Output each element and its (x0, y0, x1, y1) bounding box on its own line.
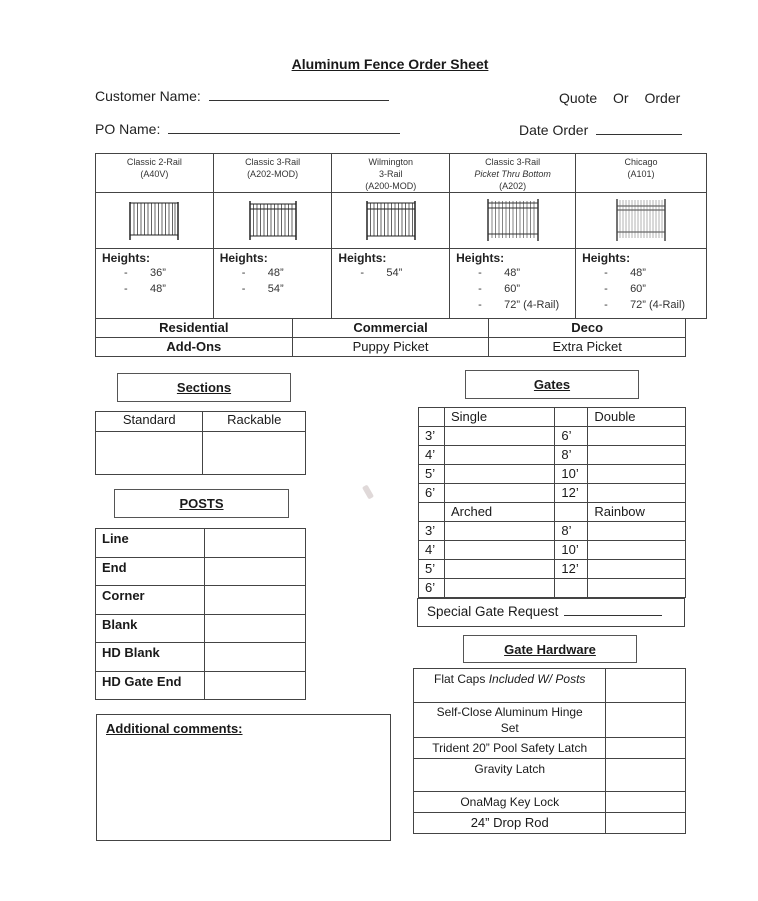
grade-residential[interactable]: Residential (96, 319, 293, 338)
sections-rackable-input[interactable] (203, 432, 306, 475)
or-label: Or (613, 90, 629, 106)
sections-standard-header: Standard (96, 412, 203, 432)
height-option[interactable]: 72” (4-Rail) (504, 299, 560, 311)
gate-size: 6’ (555, 427, 588, 446)
height-option[interactable]: 48” (630, 267, 646, 279)
add-ons-label: Add-Ons (96, 338, 293, 357)
style-cell-classic-3-rail-pickthru[interactable]: Classic 3-Rail Picket Thru Bottom (A202) (450, 154, 576, 193)
gate-size: 4’ (419, 446, 445, 465)
fence-2-rail-icon (128, 200, 180, 240)
height-option[interactable]: 48” (504, 267, 521, 279)
post-label-line: Line (96, 529, 205, 558)
addon-extra-picket[interactable]: Extra Picket (489, 338, 686, 357)
gate-hardware-table (413, 668, 686, 834)
sections-rackable-header: Rackable (203, 412, 306, 432)
post-qty-line[interactable] (204, 529, 305, 558)
heights-classic-2-rail: Heights: - 36” - 48” (96, 249, 214, 319)
gate-size: 6’ (419, 484, 445, 503)
gate-double-qty[interactable] (588, 484, 686, 503)
hardware-qty[interactable] (606, 669, 686, 703)
comments-heading: Additional comments: (106, 721, 243, 736)
gate-size: 6’ (419, 579, 445, 598)
height-option[interactable]: 72” (4-Rail) (630, 299, 686, 311)
gate-arched-qty[interactable] (444, 541, 554, 560)
sections-table (95, 411, 306, 475)
post-label-hd-blank: HD Blank (96, 643, 205, 672)
po-name-field[interactable] (168, 122, 400, 134)
customer-name-field[interactable] (209, 89, 389, 101)
style-cell-classic-3-rail[interactable]: Classic 3-Rail (A202-MOD) (213, 154, 332, 193)
hardware-qty[interactable] (606, 738, 686, 759)
hardware-item-onamag-lock: OnaMag Key Lock (414, 792, 606, 813)
grade-deco[interactable]: Deco (489, 319, 686, 338)
gate-size: 3’ (419, 427, 445, 446)
gate-double-qty[interactable] (588, 446, 686, 465)
quote-or-order (559, 90, 680, 106)
gate-size (555, 579, 588, 598)
gate-size: 8’ (555, 446, 588, 465)
heights-chicago: Heights: - 48” - 60” - 72” (4-Rail) (576, 249, 707, 319)
special-gate-request (417, 598, 685, 627)
heights-classic-3-rail-pickthru: Heights: - 48” - 60” - 72” (4-Rail) (450, 249, 576, 319)
post-qty-end[interactable] (204, 557, 305, 586)
hardware-item-hinge-set: Self-Close Aluminum Hinge Set (414, 703, 606, 738)
gate-arched-qty[interactable] (444, 579, 554, 598)
fence-picket-thru-icon (486, 198, 540, 242)
gate-size: 3’ (419, 522, 445, 541)
height-option[interactable]: 48” (150, 283, 166, 295)
height-option[interactable]: 60” (630, 283, 646, 295)
fence-chicago-icon (615, 198, 667, 242)
customer-name-label: Customer Name: (95, 88, 201, 104)
special-gate-request-label: Special Gate Request (427, 604, 559, 619)
gate-single-qty[interactable] (444, 446, 554, 465)
hardware-qty[interactable] (606, 792, 686, 813)
gates-heading: Gates (465, 370, 639, 399)
gate-arched-qty[interactable] (444, 560, 554, 579)
hardware-item-drop-rod: 24” Drop Rod (414, 813, 606, 834)
addon-puppy-picket[interactable]: Puppy Picket (292, 338, 489, 357)
height-option[interactable]: 54” (267, 283, 284, 295)
gate-rainbow-qty[interactable] (588, 579, 686, 598)
post-qty-hd-gate-end[interactable] (204, 671, 305, 700)
gate-size: 8’ (555, 522, 588, 541)
page-title: Aluminum Fence Order Sheet (291, 56, 489, 72)
gate-hardware-heading: Gate Hardware (463, 635, 637, 663)
gate-single-qty[interactable] (444, 484, 554, 503)
comments-box[interactable] (96, 714, 391, 841)
grade-commercial[interactable]: Commercial (292, 319, 489, 338)
date-order-field[interactable] (596, 123, 682, 135)
height-option[interactable]: 36” (150, 267, 166, 279)
gate-size: 10’ (555, 465, 588, 484)
special-gate-request-field[interactable] (564, 606, 662, 616)
post-label-blank: Blank (96, 614, 205, 643)
style-cell-classic-2-rail[interactable]: Classic 2-Rail (A40V) (96, 154, 214, 193)
post-label-corner: Corner (96, 586, 205, 615)
posts-table (95, 528, 306, 700)
gate-double-header: Double (588, 408, 686, 427)
po-name-row (95, 121, 400, 137)
po-name-label: PO Name: (95, 121, 161, 137)
grade-table (95, 318, 686, 357)
gate-size: 10’ (555, 541, 588, 560)
date-order-row (519, 122, 682, 138)
heights-wilmington: Heights: - 54” (332, 249, 450, 319)
heights-classic-3-rail: Heights: - 48” - 54” (213, 249, 332, 319)
height-option[interactable]: 54” (386, 267, 403, 279)
post-qty-blank[interactable] (204, 614, 305, 643)
gate-size: 12’ (555, 560, 588, 579)
gates-table (418, 407, 686, 598)
hardware-qty[interactable] (606, 703, 686, 738)
fence-wilmington-icon (365, 199, 417, 241)
date-order-label: Date Order (519, 122, 589, 138)
hardware-item-gravity-latch: Gravity Latch (414, 759, 606, 792)
gate-rainbow-header: Rainbow (588, 503, 686, 522)
gate-rainbow-qty[interactable] (588, 541, 686, 560)
gate-single-qty[interactable] (444, 427, 554, 446)
post-qty-corner[interactable] (204, 586, 305, 615)
sections-heading: Sections (117, 373, 291, 402)
gate-arched-qty[interactable] (444, 522, 554, 541)
gate-size: 5’ (419, 465, 445, 484)
gate-double-qty[interactable] (588, 465, 686, 484)
style-cell-chicago[interactable]: Chicago (A101) (576, 154, 707, 193)
gate-single-header: Single (444, 408, 554, 427)
gate-size: 5’ (419, 560, 445, 579)
height-option[interactable]: 48” (267, 267, 284, 279)
gate-rainbow-qty[interactable] (588, 560, 686, 579)
height-option[interactable]: 60” (504, 283, 521, 295)
stray-mark (362, 484, 374, 499)
order-option[interactable]: Order (644, 90, 681, 106)
gate-rainbow-qty[interactable] (588, 522, 686, 541)
gate-arched-header: Arched (444, 503, 554, 522)
customer-name-row (95, 88, 389, 104)
gate-double-qty[interactable] (588, 427, 686, 446)
sections-standard-input[interactable] (96, 432, 203, 475)
hardware-qty[interactable] (606, 813, 686, 834)
style-cell-wilmington[interactable]: Wilmington 3-Rail (A200-MOD) (332, 154, 450, 193)
hardware-qty[interactable] (606, 759, 686, 792)
quote-option[interactable]: Quote (559, 90, 598, 106)
post-qty-hd-blank[interactable] (204, 643, 305, 672)
post-label-hd-gate-end: HD Gate End (96, 671, 205, 700)
post-label-end: End (96, 557, 205, 586)
fence-3-rail-icon (248, 199, 298, 241)
gate-size: 4’ (419, 541, 445, 560)
fence-styles-table (95, 153, 707, 319)
hardware-item-pool-latch: Trident 20” Pool Safety Latch (414, 738, 606, 759)
gate-size: 12’ (555, 484, 588, 503)
hardware-item-flat-caps: Flat Caps Included W/ Posts (414, 669, 606, 703)
posts-heading: POSTS (114, 489, 289, 518)
gate-single-qty[interactable] (444, 465, 554, 484)
